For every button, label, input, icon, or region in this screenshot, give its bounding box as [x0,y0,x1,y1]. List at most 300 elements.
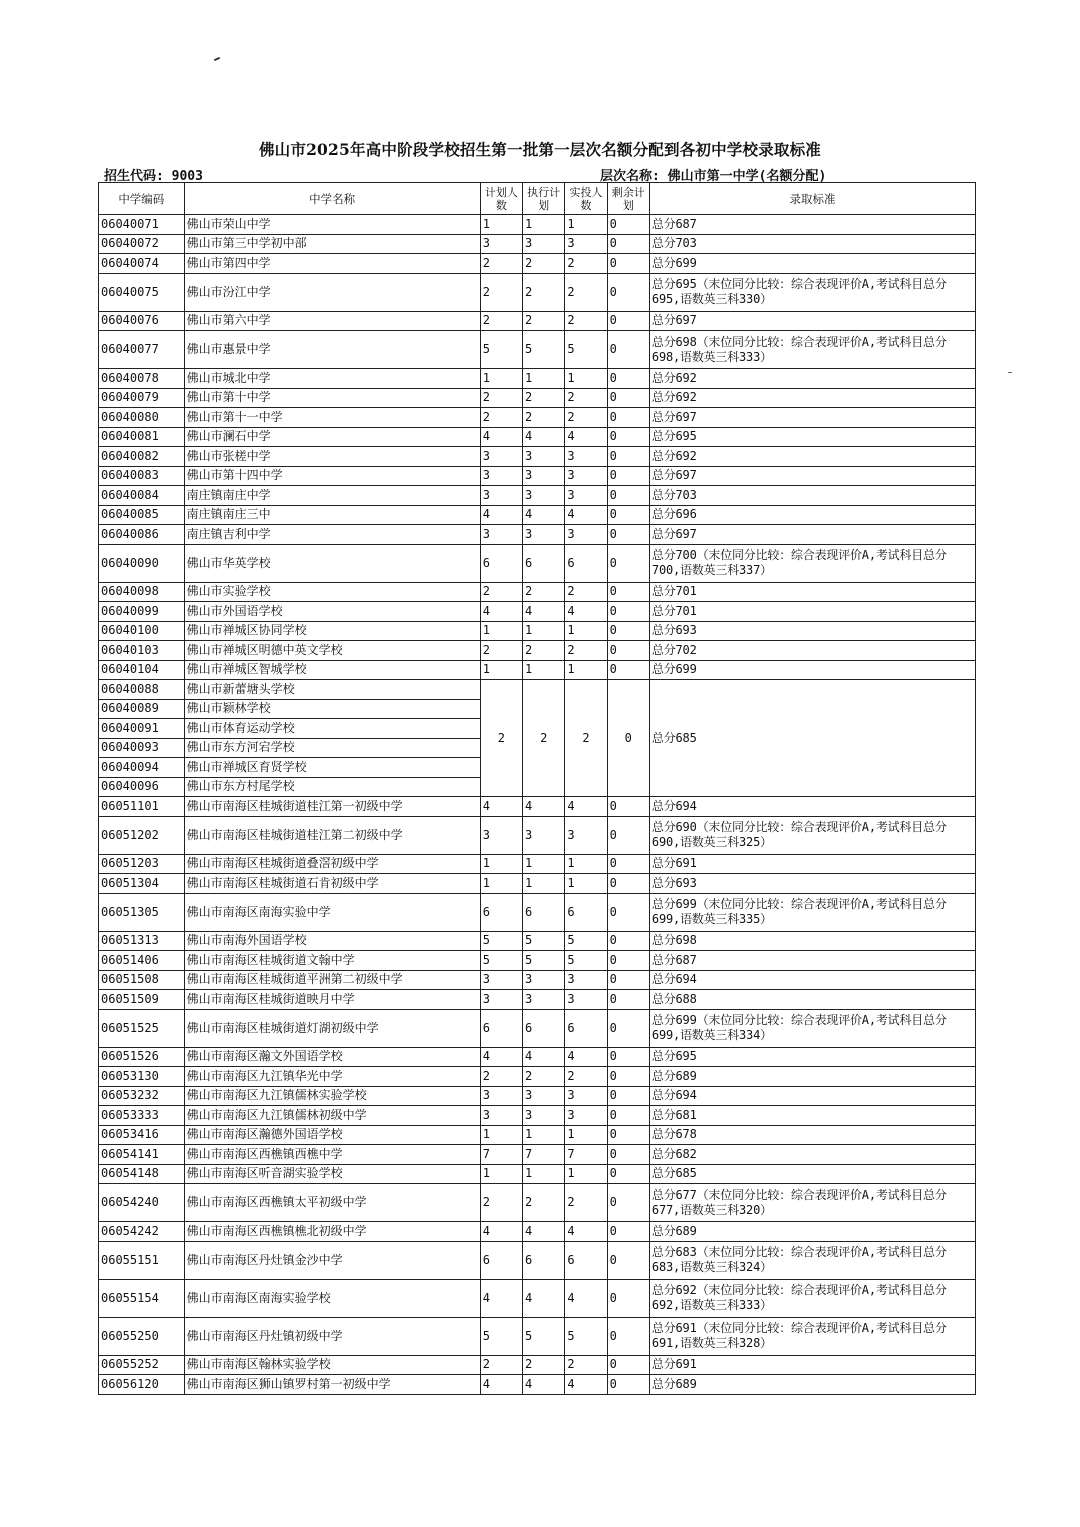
plan-count: 5 [480,931,522,951]
plan-count: 2 [480,273,522,311]
actual-count: 2 [565,254,607,274]
exec-plan: 4 [523,1047,565,1067]
plan-count: 5 [480,331,522,369]
exec-plan: 1 [523,1125,565,1145]
actual-count: 5 [565,331,607,369]
plan-count: 6 [480,893,522,931]
actual-count: 3 [565,234,607,254]
school-code: 06040077 [99,331,185,369]
actual-count: 5 [565,931,607,951]
admission-standard: 总分692 [649,388,975,408]
remaining-plan: 0 [607,854,649,874]
header-remain: 剩余计划 [607,183,649,215]
plan-count: 2 [480,408,522,428]
admission-standard: 总分692（末位同分比较：综合表现评价A,考试科目总分692,语数英三科333） [649,1279,975,1317]
remaining-plan: 0 [607,388,649,408]
remaining-plan: 0 [607,1047,649,1067]
admission-standard: 总分689 [649,1067,975,1087]
exec-plan: 1 [523,621,565,641]
plan-count: 2 [480,311,522,331]
plan-count: 5 [480,1317,522,1355]
plan-count: 1 [480,215,522,235]
exec-plan: 3 [523,1106,565,1126]
actual-count: 5 [565,951,607,971]
remaining-plan: 0 [607,874,649,894]
school-name: 佛山市第十一中学 [184,408,480,428]
admission-standard: 总分681 [649,1106,975,1126]
plan-count: 5 [480,951,522,971]
remaining-plan: 0 [607,1106,649,1126]
admission-standards-table [98,182,976,1395]
exec-plan: 3 [523,525,565,545]
table-row [99,234,976,254]
school-name: 佛山市南海区狮山镇罗村第一初级中学 [184,1375,480,1395]
actual-count: 2 [565,582,607,602]
admission-standard: 总分700（末位同分比较：综合表现评价A,考试科目总分700,语数英三科337） [649,544,975,582]
admission-standard: 总分690（末位同分比较：综合表现评价A,考试科目总分690,语数英三科325） [649,816,975,854]
table-row [99,408,976,428]
header-name: 中学名称 [184,183,480,215]
actual-count: 4 [565,505,607,525]
admission-standard: 总分691 [649,854,975,874]
actual-count: 1 [565,1164,607,1184]
table-row [99,893,976,931]
table-row [99,1355,976,1375]
plan-count: 6 [480,1241,522,1279]
table-row [99,254,976,274]
table-row [99,1086,976,1106]
table-row [99,215,976,235]
actual-count: 1 [565,369,607,389]
table-row [99,854,976,874]
school-code: 06040080 [99,408,185,428]
plan-count: 2 [480,582,522,602]
school-code: 06051508 [99,970,185,990]
admission-standard: 总分687 [649,951,975,971]
table-row [99,797,976,817]
plan-count: 3 [480,1106,522,1126]
school-code: 06040089 [99,699,185,719]
school-name: 佛山市南海区桂城街道石肯初级中学 [184,874,480,894]
school-code: 06051101 [99,797,185,817]
admission-standard: 总分699（末位同分比较：综合表现评价A,考试科目总分699,语数英三科334） [649,1009,975,1047]
exec-plan: 3 [523,234,565,254]
exec-plan: 5 [523,1317,565,1355]
plan-count: 4 [480,1222,522,1242]
actual-count: 1 [565,874,607,894]
remaining-plan: 0 [607,215,649,235]
remaining-plan: 0 [607,505,649,525]
table-row [99,1164,976,1184]
school-code: 06053416 [99,1125,185,1145]
school-code: 06053333 [99,1106,185,1126]
plan-count: 2 [480,641,522,661]
school-code: 06040103 [99,641,185,661]
school-code: 06055250 [99,1317,185,1355]
exec-plan: 3 [523,970,565,990]
remaining-plan: 0 [607,544,649,582]
school-name: 佛山市南海区桂城街道文翰中学 [184,951,480,971]
school-code: 06051313 [99,931,185,951]
admission-standard: 总分702 [649,641,975,661]
exec-plan: 2 [523,254,565,274]
table-row [99,680,976,700]
exec-plan: 2 [523,388,565,408]
exec-plan: 2 [523,311,565,331]
school-name: 佛山市南海区桂城街道桂江第一初级中学 [184,797,480,817]
actual-count: 3 [565,816,607,854]
exec-plan: 3 [523,816,565,854]
table-row [99,1317,976,1355]
admission-standard: 总分678 [649,1125,975,1145]
table-row [99,1125,976,1145]
school-name: 佛山市南海区桂城街道映月中学 [184,990,480,1010]
exec-plan: 3 [523,486,565,506]
school-name: 佛山市南海区丹灶镇初级中学 [184,1317,480,1355]
table-row [99,1222,976,1242]
actual-count: 2 [565,311,607,331]
plan-count: 1 [480,369,522,389]
admission-standard: 总分695 [649,427,975,447]
actual-count: 3 [565,525,607,545]
enroll-code-label: 招生代码: 9003 [104,169,203,184]
school-code: 06040083 [99,466,185,486]
plan-count: 4 [480,427,522,447]
actual-count: 3 [565,466,607,486]
table-row [99,505,976,525]
table-row [99,582,976,602]
exec-plan: 4 [523,602,565,622]
table-row [99,311,976,331]
school-name: 佛山市南海区瀚德外国语学校 [184,1125,480,1145]
school-name: 佛山市新蕾塘头学校 [184,680,480,700]
school-name: 佛山市南海区桂城街道桂江第二初级中学 [184,816,480,854]
table-header-row [99,183,976,215]
admission-standard: 总分683（末位同分比较：综合表现评价A,考试科目总分683,语数英三科324） [649,1241,975,1279]
plan-count: 4 [480,797,522,817]
school-code: 06040084 [99,486,185,506]
school-code: 06051525 [99,1009,185,1047]
table-body [99,215,976,1395]
exec-plan: 1 [523,660,565,680]
actual-count: 4 [565,797,607,817]
school-name: 佛山市南海外国语学校 [184,931,480,951]
table-row [99,388,976,408]
school-name: 佛山市南海区九江镇华光中学 [184,1067,480,1087]
plan-count: 1 [480,621,522,641]
actual-count: 3 [565,970,607,990]
remaining-plan: 0 [607,951,649,971]
exec-plan: 7 [523,1145,565,1165]
school-code: 06040081 [99,427,185,447]
remaining-plan: 0 [607,1317,649,1355]
admission-standard: 总分696 [649,505,975,525]
school-name: 佛山市惠景中学 [184,331,480,369]
school-code: 06040085 [99,505,185,525]
school-code: 06051406 [99,951,185,971]
remaining-plan: 0 [607,816,649,854]
scan-speck [1008,372,1012,373]
table-row [99,1067,976,1087]
table-row [99,660,976,680]
plan-count: 3 [480,1086,522,1106]
table-row [99,1047,976,1067]
table-row [99,1145,976,1165]
school-code: 06040072 [99,234,185,254]
school-code: 06040071 [99,215,185,235]
exec-plan: 2 [523,273,565,311]
remaining-plan: 0 [607,1164,649,1184]
admission-standard: 总分694 [649,1086,975,1106]
table-row [99,447,976,467]
exec-plan: 3 [523,1086,565,1106]
remaining-plan: 0 [607,1009,649,1047]
table-row [99,369,976,389]
remaining-plan: 0 [607,234,649,254]
school-code: 06040075 [99,273,185,311]
admission-standard: 总分677（末位同分比较：综合表现评价A,考试科目总分677,语数英三科320） [649,1184,975,1222]
admission-standard: 总分693 [649,874,975,894]
school-name: 佛山市澜石中学 [184,427,480,447]
table-row [99,466,976,486]
remaining-plan: 0 [607,1067,649,1087]
remaining-plan: 0 [607,1086,649,1106]
exec-plan: 1 [523,369,565,389]
plan-count: 1 [480,660,522,680]
school-name: 佛山市禅城区智城学校 [184,660,480,680]
remaining-plan: 0 [607,990,649,1010]
school-name: 佛山市南海区九江镇儒林实验学校 [184,1086,480,1106]
school-code: 06056120 [99,1375,185,1395]
table-row [99,1279,976,1317]
school-name: 佛山市禅城区育贤学校 [184,758,480,778]
actual-count: 2 [565,1355,607,1375]
actual-count: 2 [565,273,607,311]
plan-count: 3 [480,466,522,486]
plan-count: 7 [480,1145,522,1165]
school-code: 06040079 [99,388,185,408]
school-code: 06054242 [99,1222,185,1242]
table-row [99,1184,976,1222]
actual-count: 3 [565,1106,607,1126]
remaining-plan: 0 [607,797,649,817]
school-name: 佛山市东方村尾学校 [184,777,480,797]
school-code: 06040076 [99,311,185,331]
plan-count: 4 [480,1279,522,1317]
actual-count: 2 [565,1067,607,1087]
admission-standard: 总分695（末位同分比较：综合表现评价A,考试科目总分695,语数英三科330） [649,273,975,311]
school-name: 佛山市颖林学校 [184,699,480,719]
plan-count: 1 [480,1125,522,1145]
admission-standard: 总分699（末位同分比较：综合表现评价A,考试科目总分699,语数英三科335） [649,893,975,931]
remaining-plan: 0 [607,273,649,311]
table-row [99,1106,976,1126]
admission-standard: 总分701 [649,602,975,622]
school-name: 佛山市外国语学校 [184,602,480,622]
plan-count: 2 [480,1184,522,1222]
remaining-plan: 0 [607,621,649,641]
remaining-plan: 0 [607,1222,649,1242]
admission-standard: 总分703 [649,234,975,254]
school-code: 06040100 [99,621,185,641]
school-code: 06040093 [99,738,185,758]
remaining-plan: 0 [607,254,649,274]
actual-count: 3 [565,990,607,1010]
actual-count: 4 [565,1279,607,1317]
school-name: 佛山市南海区听音湖实验学校 [184,1164,480,1184]
exec-plan: 4 [523,797,565,817]
actual-count: 6 [565,1241,607,1279]
admission-standard: 总分682 [649,1145,975,1165]
plan-count: 3 [480,990,522,1010]
school-code: 06040090 [99,544,185,582]
school-code: 06040088 [99,680,185,700]
school-code: 06055252 [99,1355,185,1375]
school-name: 佛山市第六中学 [184,311,480,331]
admission-standard: 总分693 [649,621,975,641]
table-row [99,641,976,661]
actual-count: 5 [565,1317,607,1355]
header-plan: 计划人数 [480,183,522,215]
school-name: 佛山市南海区翰林实验学校 [184,1355,480,1375]
school-name: 佛山市体育运动学校 [184,719,480,739]
actual-count: 6 [565,893,607,931]
admission-standard: 总分703 [649,486,975,506]
admission-standard: 总分692 [649,447,975,467]
plan-count: 4 [480,1375,522,1395]
remaining-plan: 0 [607,1125,649,1145]
school-name: 佛山市第十四中学 [184,466,480,486]
exec-plan: 2 [523,1067,565,1087]
table-row [99,1241,976,1279]
actual-count: 2 [565,641,607,661]
actual-count: 4 [565,602,607,622]
plan-count: 2 [480,1067,522,1087]
school-code: 06055154 [99,1279,185,1317]
exec-plan: 4 [523,427,565,447]
actual-count: 4 [565,1375,607,1395]
admission-standard: 总分689 [649,1375,975,1395]
plan-count: 2 [480,254,522,274]
actual-count: 1 [565,215,607,235]
table-row [99,970,976,990]
school-code: 06040098 [99,582,185,602]
table-row [99,931,976,951]
header-standard: 录取标准 [649,183,975,215]
table-row [99,951,976,971]
admission-standard: 总分697 [649,408,975,428]
actual-count: 6 [565,1009,607,1047]
plan-count: 3 [480,234,522,254]
exec-plan: 6 [523,1241,565,1279]
exec-plan: 6 [523,1009,565,1047]
school-name: 佛山市第四中学 [184,254,480,274]
remaining-plan: 0 [607,1241,649,1279]
school-code: 06040099 [99,602,185,622]
actual-count: 4 [565,1047,607,1067]
admission-standard: 总分698 [649,931,975,951]
exec-plan: 1 [523,1164,565,1184]
exec-plan: 1 [523,854,565,874]
school-name: 佛山市汾江中学 [184,273,480,311]
actual-count: 1 [565,621,607,641]
admission-standard: 总分695 [649,1047,975,1067]
school-code: 06040086 [99,525,185,545]
actual-count: 3 [565,486,607,506]
plan-count: 1 [480,854,522,874]
school-code: 06053232 [99,1086,185,1106]
table-row [99,544,976,582]
exec-plan: 6 [523,893,565,931]
plan-count: 3 [480,525,522,545]
table-row [99,273,976,311]
remaining-plan: 0 [607,680,649,797]
actual-count: 2 [565,408,607,428]
actual-count: 3 [565,1086,607,1106]
admission-standard: 总分697 [649,311,975,331]
admission-standard: 总分694 [649,797,975,817]
exec-plan: 1 [523,874,565,894]
school-name: 佛山市第三中学初中部 [184,234,480,254]
school-name: 佛山市南海区西樵镇西樵中学 [184,1145,480,1165]
header-exec: 执行计划 [523,183,565,215]
table-row [99,816,976,854]
exec-plan: 2 [523,408,565,428]
exec-plan: 4 [523,1279,565,1317]
actual-count: 1 [565,660,607,680]
table-row [99,427,976,447]
remaining-plan: 0 [607,582,649,602]
school-code: 06051509 [99,990,185,1010]
plan-count: 6 [480,544,522,582]
remaining-plan: 0 [607,1355,649,1375]
school-code: 06051203 [99,854,185,874]
school-code: 06055151 [99,1241,185,1279]
exec-plan: 3 [523,447,565,467]
exec-plan: 4 [523,505,565,525]
table-row [99,1375,976,1395]
exec-plan: 5 [523,951,565,971]
school-name: 佛山市南海区桂城街道叠滘初级中学 [184,854,480,874]
exec-plan: 4 [523,1375,565,1395]
admission-standard: 总分697 [649,525,975,545]
remaining-plan: 0 [607,641,649,661]
remaining-plan: 0 [607,369,649,389]
header-code: 中学编码 [99,183,185,215]
school-code: 06040094 [99,758,185,778]
exec-plan: 2 [523,641,565,661]
table-row [99,874,976,894]
school-name: 佛山市南海区桂城街道平洲第二初级中学 [184,970,480,990]
admission-standard: 总分699 [649,254,975,274]
actual-count: 1 [565,854,607,874]
admission-standard: 总分688 [649,990,975,1010]
plan-count: 1 [480,874,522,894]
remaining-plan: 0 [607,1375,649,1395]
school-code: 06040078 [99,369,185,389]
remaining-plan: 0 [607,970,649,990]
school-code: 06040074 [99,254,185,274]
exec-plan: 2 [523,1355,565,1375]
table-row [99,990,976,1010]
school-name: 佛山市东方河宕学校 [184,738,480,758]
plan-count: 2 [480,388,522,408]
scan-speck [214,57,220,61]
school-code: 06054240 [99,1184,185,1222]
plan-count: 1 [480,1164,522,1184]
exec-plan: 5 [523,331,565,369]
actual-count: 2 [565,680,607,797]
